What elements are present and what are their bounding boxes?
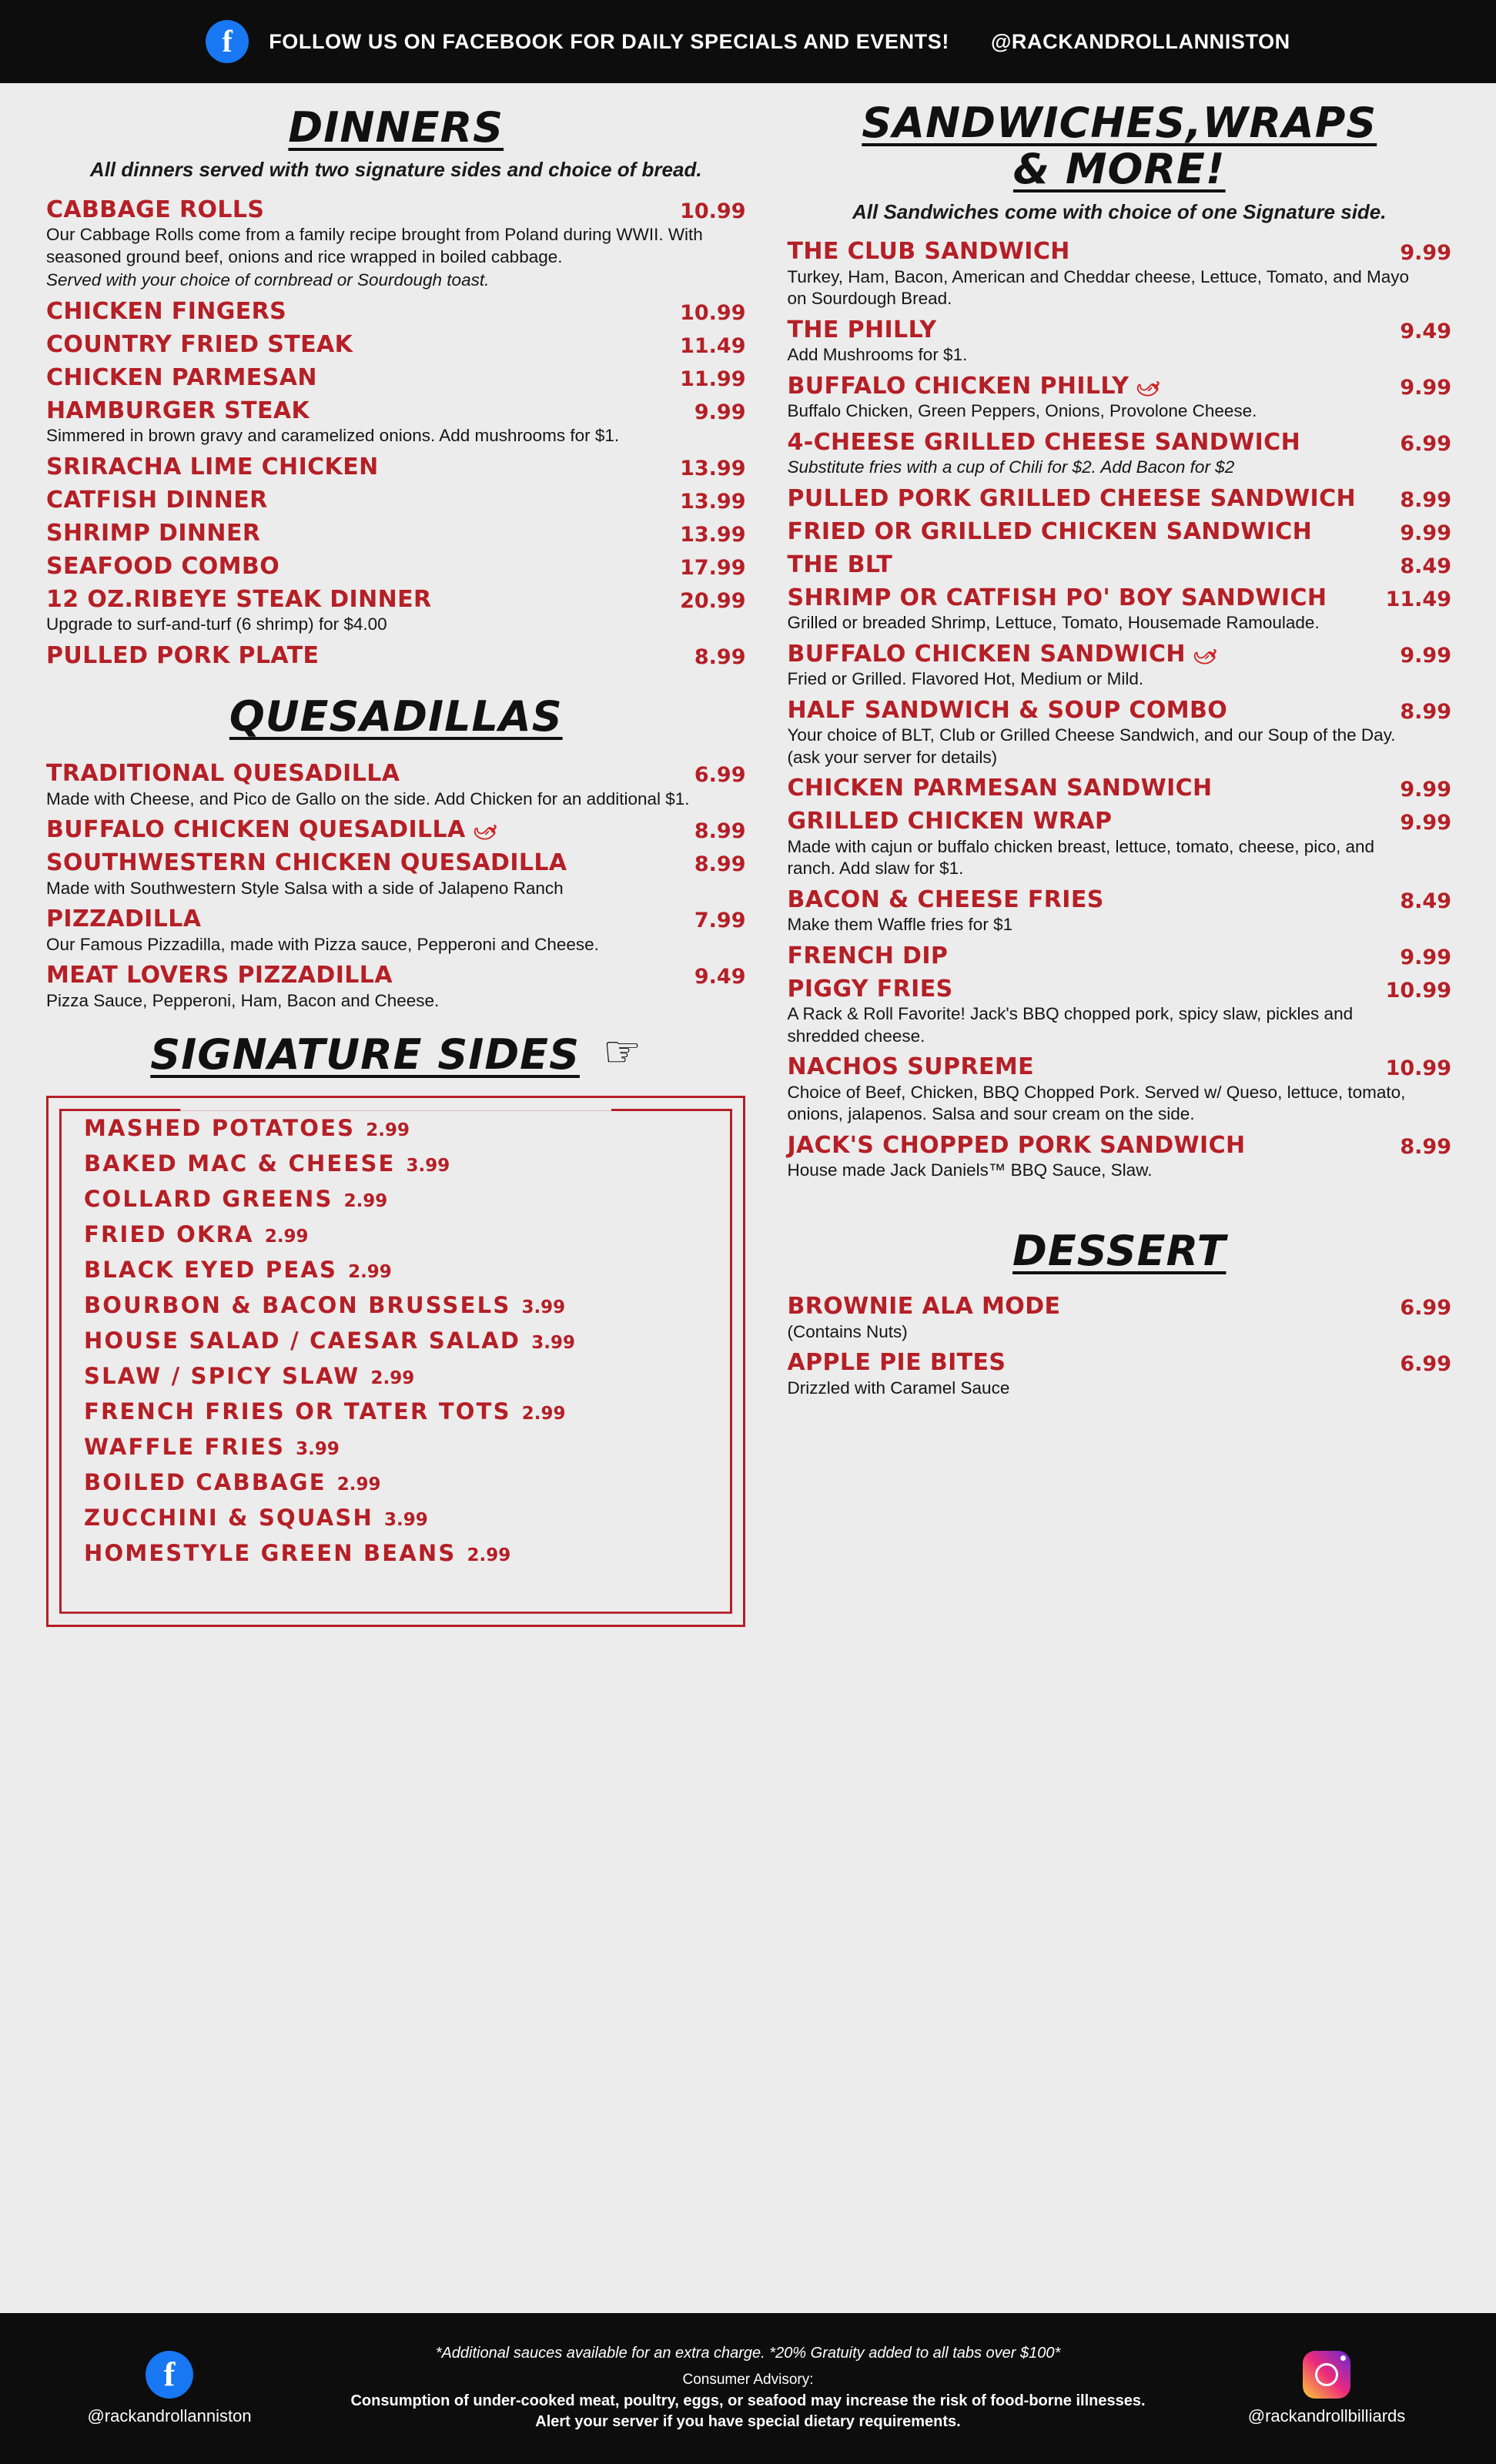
menu-item-name: CHICKEN FINGERS <box>46 298 287 326</box>
menu-item-row <box>46 296 745 326</box>
sandwiches-title-line2: & MORE! <box>1012 145 1226 194</box>
menu-item-name: BUFFALO CHICKEN PHILLY 🌶 <box>787 372 1165 403</box>
menu-item-row <box>46 551 745 581</box>
dessert-item-row <box>787 1291 1451 1320</box>
instagram-social-block[interactable] <box>1211 2351 1442 2426</box>
menu-item-price: 8.99 <box>694 852 746 877</box>
menu-item-row <box>787 1130 1451 1159</box>
menu-item-name: NACHOS SUPREME <box>787 1053 1034 1081</box>
dinners-list <box>46 195 745 671</box>
menu-item-row <box>46 485 745 515</box>
dessert-item-name: BROWNIE ALA MODE <box>787 1293 1061 1321</box>
menu-item-price: 11.99 <box>680 367 746 392</box>
signature-sides-title: SIGNATURE SIDES <box>150 1030 580 1080</box>
menu-item <box>46 396 745 447</box>
menu-item-description: A Rack & Roll Favorite! Jack's BBQ chopped pork, spicy slaw, pickles and shredded cheese. <box>787 1004 1354 1046</box>
signature-side-item <box>84 1327 725 1354</box>
menu-item-price: 9.99 <box>1400 375 1451 400</box>
menu-item-row <box>46 904 745 932</box>
instagram-icon[interactable] <box>1303 2351 1350 2399</box>
menu-item-price: 8.99 <box>1400 487 1451 512</box>
menu-item-price: 6.99 <box>694 763 746 788</box>
menu-item <box>787 941 1451 971</box>
signature-side-price: 2.99 <box>521 1403 566 1424</box>
menu-item-name: 4-CHEESE GRILLED CHEESE SANDWICH <box>787 428 1301 456</box>
menu-item <box>46 485 745 515</box>
menu-item-name: SRIRACHA LIME CHICKEN <box>46 454 379 480</box>
menu-item <box>46 758 745 810</box>
signature-side-price: 3.99 <box>296 1438 340 1459</box>
signature-side-name: BAKED MAC & CHEESE <box>84 1150 396 1177</box>
menu-item-description: House made Jack Daniels™ BBQ Sauce, Slaw. <box>787 1160 1153 1180</box>
menu-item <box>46 960 745 1012</box>
menu-item <box>46 551 745 581</box>
signature-side-name: BOURBON & BACON BRUSSELS <box>84 1291 511 1318</box>
signature-side-price: 3.99 <box>521 1297 566 1317</box>
menu-item <box>46 363 745 393</box>
menu-item-name: HAMBURGER STEAK <box>46 397 310 425</box>
quesadillas-title: QUESADILLAS <box>229 691 563 741</box>
menu-item-row <box>787 806 1451 835</box>
menu-item-name: SEAFOOD COMBO <box>46 553 280 580</box>
menu-item-price: 20.99 <box>680 589 746 613</box>
menu-item <box>46 584 745 636</box>
menu-item-name: 12 OZ.RIBEYE STEAK DINNER <box>46 586 432 613</box>
menu-item-price: 8.99 <box>694 644 746 669</box>
signature-side-name: FRIED OKRA <box>84 1220 254 1247</box>
dessert-title: DESSERT <box>1012 1226 1227 1275</box>
menu-item-row <box>46 815 745 845</box>
signature-side-name: MASHED POTATOES <box>84 1114 356 1141</box>
consumer-advisory-title: Consumer Advisory: <box>682 2372 814 2388</box>
menu-item <box>787 974 1451 1048</box>
signature-side-price: 3.99 <box>406 1155 450 1176</box>
dessert-item-price: 6.99 <box>1400 1352 1451 1377</box>
menu-item-row <box>46 641 745 671</box>
signature-side-item <box>84 1398 725 1424</box>
signature-side-name: ZUCCHINI & SQUASH <box>84 1504 373 1531</box>
sandwiches-subtitle: All Sandwiches come with choice of one Signature side. <box>852 199 1387 223</box>
menu-item-description: Made with cajun or buffalo chicken breast, lettuce, tomato, cheese, pico, and ranch. Add slaw for $1. <box>787 836 1375 879</box>
signature-sides-box <box>46 1096 745 1627</box>
signature-side-name: HOUSE SALAD / CAESAR SALAD <box>84 1327 521 1354</box>
signature-side-price: 2.99 <box>348 1261 392 1282</box>
menu-item-name: TRADITIONAL QUESADILLA <box>46 760 400 788</box>
menu-item-name: PULLED PORK PLATE <box>46 641 320 669</box>
footer-gratuity-note: *Additional sauces available for an extra charge. *20% Gratuity added to all tabs over $100* <box>435 2345 1061 2362</box>
menu-item-price: 10.99 <box>680 301 746 326</box>
menu-item-row <box>46 363 745 393</box>
menu-item <box>787 315 1451 367</box>
signature-side-name: SLAW / SPICY SLAW <box>84 1362 360 1389</box>
menu-item-name: HALF SANDWICH & SOUP COMBO <box>787 696 1228 724</box>
menu-item <box>787 427 1451 479</box>
menu-item <box>787 639 1451 691</box>
menu-item <box>787 806 1451 880</box>
signature-side-item <box>84 1469 725 1495</box>
menu-item-row <box>787 517 1451 547</box>
menu-item <box>46 518 745 548</box>
signature-side-name: BOILED CABBAGE <box>84 1468 326 1495</box>
menu-item-price: 9.99 <box>1400 241 1451 266</box>
signature-side-item <box>84 1150 725 1177</box>
menu-item-name: FRIED OR GRILLED CHICKEN SANDWICH <box>787 517 1313 545</box>
menu-item-name: GRILLED CHICKEN WRAP <box>787 808 1113 835</box>
menu-item-row <box>787 941 1451 971</box>
menu-item-description: Make them Waffle fries for $1 <box>787 915 1013 935</box>
menu-item-price: 9.49 <box>694 965 746 989</box>
menu-item-row <box>46 584 745 613</box>
consumer-advisory-line-2: Alert your server if you have special dietary requirements. <box>535 2413 961 2430</box>
facebook-banner <box>0 0 1496 83</box>
chili-pepper-icon: 🌶 <box>1190 640 1221 671</box>
menu-item-name: FRENCH DIP <box>787 942 949 969</box>
menu-item <box>787 885 1451 936</box>
menu-item-description: Fried or Grilled. Flavored Hot, Medium or Mild. <box>787 669 1144 689</box>
menu-item-name: PIGGY FRIES <box>787 975 953 1003</box>
signature-side-item <box>84 1221 725 1247</box>
menu-item-description-secondary: Served with your choice of cornbread or Sourdough toast. <box>46 270 490 290</box>
menu-item-description: Buffalo Chicken, Green Peppers, Onions, Provolone Cheese. <box>787 401 1257 421</box>
menu-item-row <box>46 396 745 424</box>
menu-item-name: COUNTRY FRIED STEAK <box>46 331 353 359</box>
menu-item-description: Substitute fries with a cup of Chili for $2. Add Bacon for $2 <box>787 457 1235 477</box>
dessert-list <box>787 1291 1451 1399</box>
dessert-item <box>787 1348 1451 1399</box>
menu-item-price: 8.99 <box>694 819 746 844</box>
menu-item-price: 8.49 <box>1400 889 1451 913</box>
dessert-item-row <box>787 1348 1451 1376</box>
menu-item <box>46 904 745 956</box>
menu-item-description: Made with Cheese, and Pico de Gallo on the side. Add Chicken for an additional $1. <box>46 788 690 808</box>
menu-item-row <box>787 427 1451 456</box>
menu-item-price: 10.99 <box>1385 1056 1451 1081</box>
menu-item-row <box>787 773 1451 803</box>
pointing-hand-icon: ☞ <box>602 1027 642 1076</box>
dessert-item <box>787 1291 1451 1343</box>
banner-text: FOLLOW US ON FACEBOOK FOR DAILY SPECIALS AND EVENTS! <box>269 29 949 53</box>
menu-item-name: CATFISH DINNER <box>46 487 268 514</box>
menu-item-description: Simmered in brown gravy and caramelized onions. Add mushrooms for $1. <box>46 426 620 446</box>
signature-side-price: 2.99 <box>264 1226 309 1247</box>
menu-item-row <box>787 371 1451 403</box>
dessert-item-description: Drizzled with Caramel Sauce <box>787 1378 1010 1398</box>
dessert-item-description: (Contains Nuts) <box>787 1321 908 1341</box>
sandwiches-title-line1: SANDWICHES,WRAPS <box>862 99 1377 147</box>
menu-item-name: SOUTHWESTERN CHICKEN QUESADILLA <box>46 849 567 877</box>
dessert-item-name: APPLE PIE BITES <box>787 1349 1006 1377</box>
menu-item-name: SHRIMP DINNER <box>46 520 261 547</box>
menu-item-row <box>46 960 745 989</box>
menu-item-price: 9.99 <box>694 400 746 425</box>
menu-item-name: MEAT LOVERS PIZZADILLA <box>46 962 393 989</box>
menu-content <box>0 83 1496 2313</box>
menu-item-price: 10.99 <box>1385 978 1451 1003</box>
menu-item <box>787 236 1451 310</box>
signature-side-name: WAFFLE FRIES <box>84 1433 286 1460</box>
menu-item-row <box>46 518 745 548</box>
signature-side-item <box>84 1115 725 1141</box>
menu-item <box>787 550 1451 580</box>
signature-side-price: 2.99 <box>336 1474 381 1495</box>
menu-item-price: 13.99 <box>680 490 746 514</box>
menu-item-price: 13.99 <box>680 523 746 547</box>
menu-item <box>787 371 1451 423</box>
instagram-handle: @rackandrollbilliards <box>1247 2406 1406 2426</box>
menu-item <box>787 517 1451 547</box>
menu-item-row <box>46 848 745 876</box>
signature-side-item <box>84 1186 725 1212</box>
menu-item-row <box>787 695 1451 724</box>
menu-item-price: 13.99 <box>680 457 746 480</box>
menu-item-price: 6.99 <box>1400 431 1451 456</box>
menu-item-name: PIZZADILLA <box>46 906 202 933</box>
menu-item <box>46 848 745 899</box>
left-column <box>31 97 773 2313</box>
signature-side-name: HOMESTYLE GREEN BEANS <box>84 1539 457 1566</box>
menu-item-row <box>46 195 745 223</box>
menu-item-row <box>787 484 1451 514</box>
menu-item-price: 8.99 <box>1400 699 1451 724</box>
signature-side-price: 2.99 <box>343 1190 388 1211</box>
menu-item-name: THE BLT <box>787 551 893 578</box>
menu-item-row <box>787 885 1451 913</box>
menu-item <box>46 641 745 671</box>
menu-item-description: Grilled or breaded Shrimp, Lettuce, Tomato, Housemade Ramoulade. <box>787 613 1320 633</box>
signature-side-name: BLACK EYED PEAS <box>84 1256 338 1283</box>
menu-item-description: Turkey, Ham, Bacon, American and Cheddar cheese, Lettuce, Tomato, and Mayo on Sourdough Bread. <box>787 266 1410 309</box>
signature-side-price: 3.99 <box>531 1332 575 1353</box>
menu-item <box>787 583 1451 634</box>
menu-item-name: THE CLUB SANDWICH <box>787 238 1070 266</box>
menu-item-price: 17.99 <box>680 556 746 580</box>
signature-side-item <box>84 1434 725 1460</box>
signature-sides-list <box>84 1115 725 1566</box>
menu-item-row <box>787 639 1451 671</box>
signature-side-name: COLLARD GREENS <box>84 1185 333 1212</box>
menu-item <box>46 452 745 482</box>
menu-item-row <box>787 1052 1451 1080</box>
menu-item-price: 11.49 <box>1385 587 1451 611</box>
menu-item-price: 9.99 <box>1400 778 1451 802</box>
menu-item-description: Choice of Beef, Chicken, BBQ Chopped Pork. Served w/ Queso, lettuce, tomato, onions, jalapenos. Salsa and sour cream on the side. <box>787 1082 1406 1124</box>
menu-item-name: CHICKEN PARMESAN SANDWICH <box>787 775 1213 802</box>
menu-item-price: 9.99 <box>1400 945 1451 969</box>
menu-item-name: THE PHILLY <box>787 316 937 343</box>
signature-side-name: FRENCH FRIES OR TATER TOTS <box>84 1398 511 1424</box>
menu-item-price: 9.99 <box>1400 643 1451 668</box>
menu-item <box>787 695 1451 769</box>
signature-side-item <box>84 1505 725 1531</box>
menu-item-description: Upgrade to surf-and-turf (6 shrimp) for $4.00 <box>46 614 387 634</box>
menu-item-description: Our Famous Pizzadilla, made with Pizza sauce, Pepperoni and Cheese. <box>46 934 599 954</box>
menu-item-price: 8.99 <box>1400 1134 1451 1159</box>
consumer-advisory-line-1: Consumption of under-cooked meat, poultry, eggs, or seafood may increase the risk of food-borne illnesses. <box>350 2392 1146 2409</box>
dessert-item-price: 6.99 <box>1400 1296 1451 1321</box>
menu-item-price: 10.99 <box>680 199 746 223</box>
menu-item-price: 9.49 <box>1400 319 1451 343</box>
menu-item <box>787 1130 1451 1182</box>
signature-side-item <box>84 1540 725 1566</box>
menu-item-name: PULLED PORK GRILLED CHEESE SANDWICH <box>787 484 1357 512</box>
right-column <box>773 97 1465 2313</box>
footer <box>0 2313 1496 2464</box>
signature-side-price: 2.99 <box>366 1120 410 1140</box>
menu-item-description: Made with Southwestern Style Salsa with a side of Jalapeno Ranch <box>46 878 564 898</box>
signature-side-item <box>84 1292 725 1318</box>
menu-item-price: 8.49 <box>1400 554 1451 578</box>
signature-sides-header <box>46 1027 745 1080</box>
menu-item-name: SHRIMP OR CATFISH PO' BOY SANDWICH <box>787 584 1327 611</box>
facebook-icon[interactable]: f <box>206 20 249 63</box>
menu-item-row <box>787 236 1451 265</box>
menu-item-price: 9.99 <box>1400 811 1451 835</box>
dinners-subtitle: All dinners served with two signature sides and choice of bread. <box>89 158 702 182</box>
menu-item <box>787 773 1451 803</box>
menu-item <box>46 296 745 326</box>
chili-pepper-icon: 🌶 <box>469 815 501 847</box>
menu-item-name: BUFFALO CHICKEN QUESADILLA 🌶 <box>46 815 501 847</box>
menu-item-name: CABBAGE ROLLS <box>46 196 265 223</box>
sandwiches-list <box>787 236 1451 1181</box>
menu-item-name: BUFFALO CHICKEN SANDWICH 🌶 <box>787 640 1221 671</box>
menu-item-row <box>46 330 745 360</box>
menu-item-price: 9.99 <box>1400 521 1451 545</box>
menu-item-row <box>787 315 1451 343</box>
menu-item <box>787 1052 1451 1126</box>
menu-item-row <box>46 758 745 787</box>
banner-handle: @RACKANDROLLANNISTON <box>990 29 1290 53</box>
menu-item <box>46 330 745 360</box>
footer-notes <box>285 2345 1211 2432</box>
menu-item-description: Add Mushrooms for $1. <box>787 345 968 365</box>
menu-item <box>46 195 745 292</box>
dinners-title: DINNERS <box>288 103 504 152</box>
menu-item-row <box>46 452 745 482</box>
menu-item-price: 7.99 <box>694 909 746 933</box>
quesadillas-list <box>46 758 745 1012</box>
menu-item-description: Your choice of BLT, Club or Grilled Cheese Sandwich, and our Soup of the Day. (ask your server for details) <box>787 725 1396 767</box>
menu-item <box>46 815 745 845</box>
signature-side-item <box>84 1363 725 1389</box>
dessert-section <box>787 1228 1451 1399</box>
facebook-handle: @rackandrollanniston <box>87 2406 252 2426</box>
menu-item-name: JACK'S CHOPPED PORK SANDWICH <box>787 1131 1246 1159</box>
menu-item-price: 11.49 <box>680 334 746 359</box>
menu-item-description: Pizza Sauce, Pepperoni, Ham, Bacon and Cheese. <box>46 990 440 1010</box>
signature-side-item <box>84 1257 725 1283</box>
facebook-icon-footer[interactable]: f <box>146 2351 193 2399</box>
signature-side-price: 2.99 <box>370 1368 415 1388</box>
menu-item-description: Our Cabbage Rolls come from a family recipe brought from Poland during WWII. With seasoned ground beef, onions and rice wrapped in boiled cabbage. <box>46 225 703 266</box>
menu-item-name: BACON & CHEESE FRIES <box>787 886 1104 913</box>
facebook-social-block[interactable] <box>54 2351 285 2426</box>
menu-item-row <box>787 583 1451 611</box>
menu-item-row <box>787 974 1451 1003</box>
signature-side-price: 3.99 <box>383 1509 428 1530</box>
chili-pepper-icon: 🌶 <box>1133 372 1165 403</box>
signature-side-price: 2.99 <box>467 1545 511 1565</box>
menu-item-name: CHICKEN PARMESAN <box>46 364 317 392</box>
menu-item <box>787 484 1451 514</box>
menu-item-row <box>787 550 1451 580</box>
